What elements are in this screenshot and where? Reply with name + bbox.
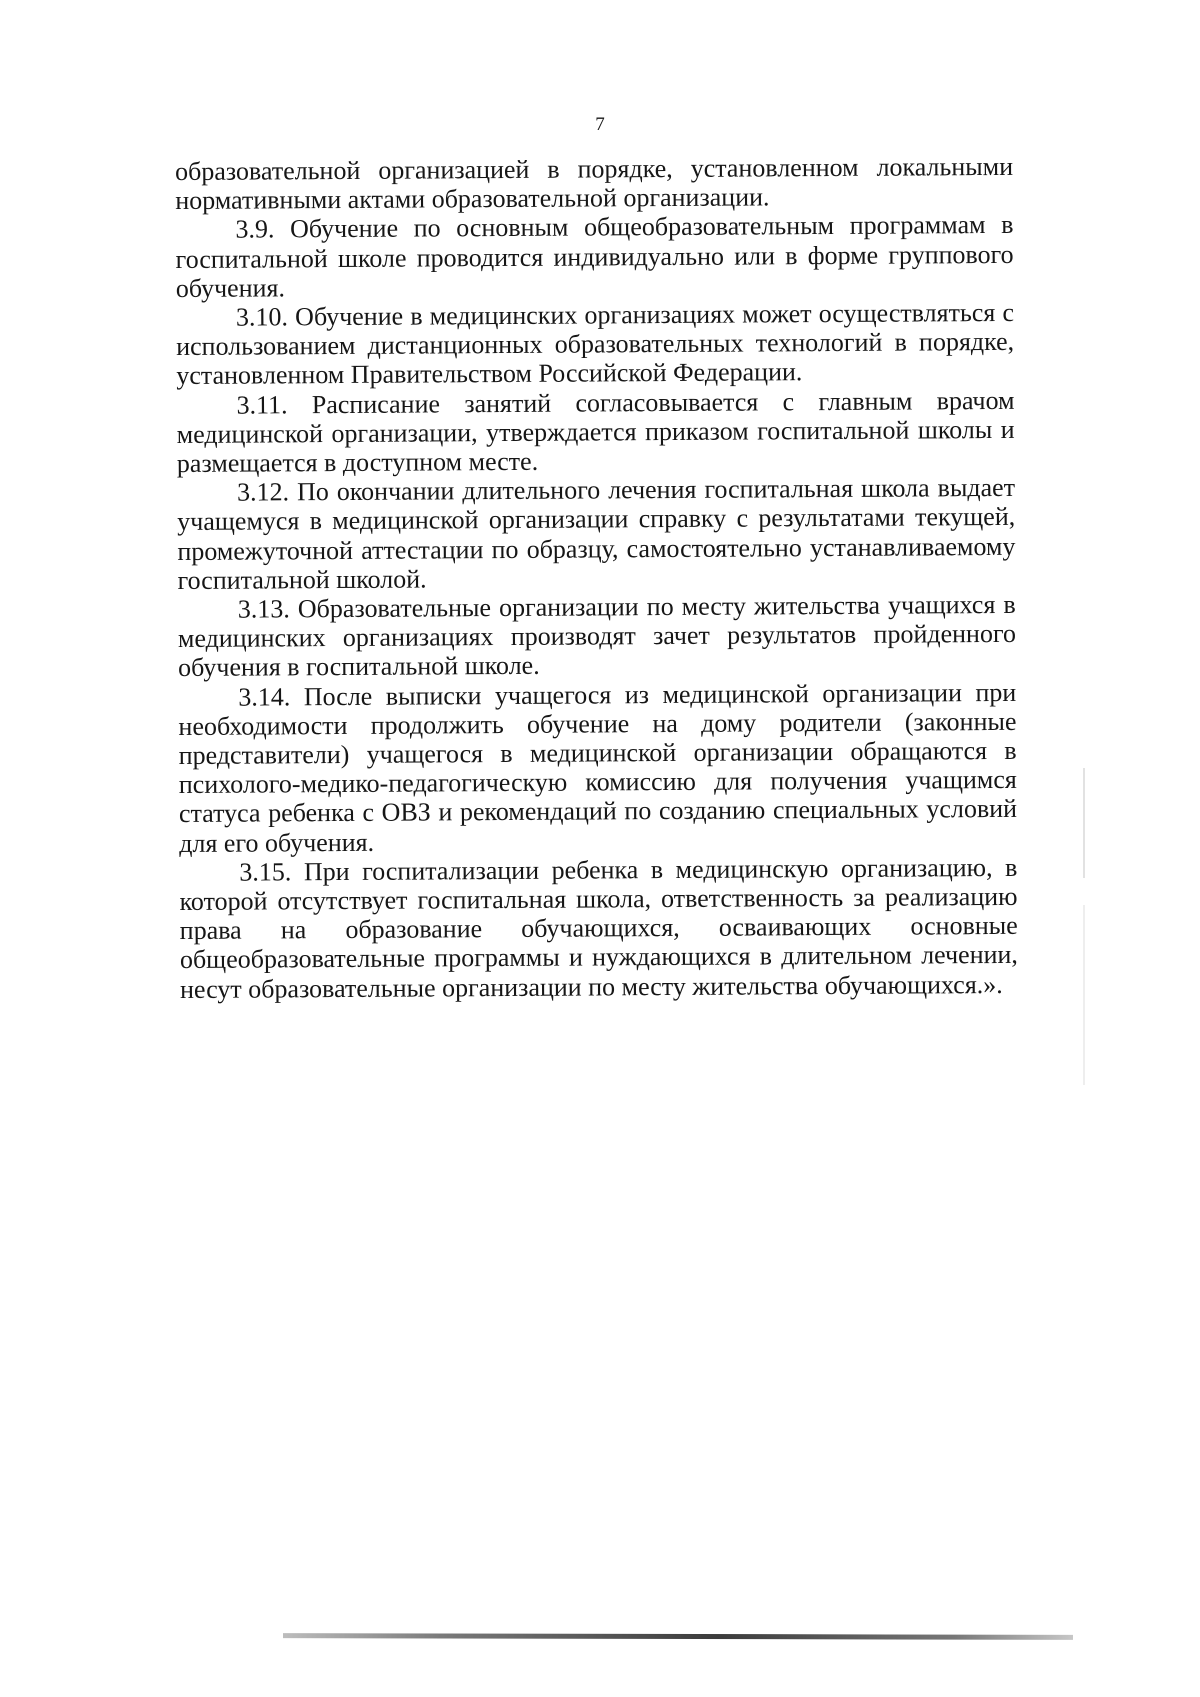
paragraph-3-11: 3.11. Расписание занятий согласовывается с главным врачом медицинской организации, утверждается приказом госпитальной школы и размещается в доступном месте. [176,385,1015,479]
paragraph-3-10: 3.10. Обучение в медицинских организациях может осуществляться с использованием дистанционных образовательных технологий в порядке, установленном Правительством Российской Федерации. [176,297,1015,391]
page-number: 7 [595,114,605,135]
scan-margin-mark [1083,768,1085,878]
paragraph-3-9: 3.9. Обучение по основным общеобразовательным программам в госпитальной школе проводится индивидуально или в форме группового обучения. [175,210,1014,303]
paragraph-3-14: 3.14. После выписки учащегося из медицинской организации при необходимости продолжить обучение на дому родители (законные представители) учащегося в медицинской организации обращаются в психолого-медико-педагогическую комиссию для получения учащимся статуса ребенка с ОВЗ и рекомендаций по созданию специальных условий для его обучения. [178,677,1018,858]
paragraph-continuation: образовательной организацией в порядке, установленном локальными нормативными актами образовательной организации. [175,151,1014,216]
paragraph-3-13: 3.13. Образовательные организации по месту жительства учащихся в медицинских организациях производят зачет результатов пройденного обучения в госпитальной школе. [177,589,1017,683]
document-body [175,152,1018,1004]
scan-margin-mark [1083,905,1085,1085]
scan-bottom-edge-line [283,1633,1073,1640]
paragraph-3-15: 3.15. При госпитализации ребенка в медицинскую организацию, в которой отсутствует госпитальная школа, ответственность за реализацию права на образование обучающихся, осваивающих основные общеобразовательные программы и нуждающихся в длительном лечении, несут образовательные организации по месту жительства обучающихся.». [179,852,1018,1004]
paragraph-3-12: 3.12. По окончании длительного лечения госпитальная школа выдает учащемуся в медицинской организации справку с результатами текущей, промежуточной аттестации по образцу, самостоятельно устанавливаемому госпитальной школой. [177,473,1016,595]
